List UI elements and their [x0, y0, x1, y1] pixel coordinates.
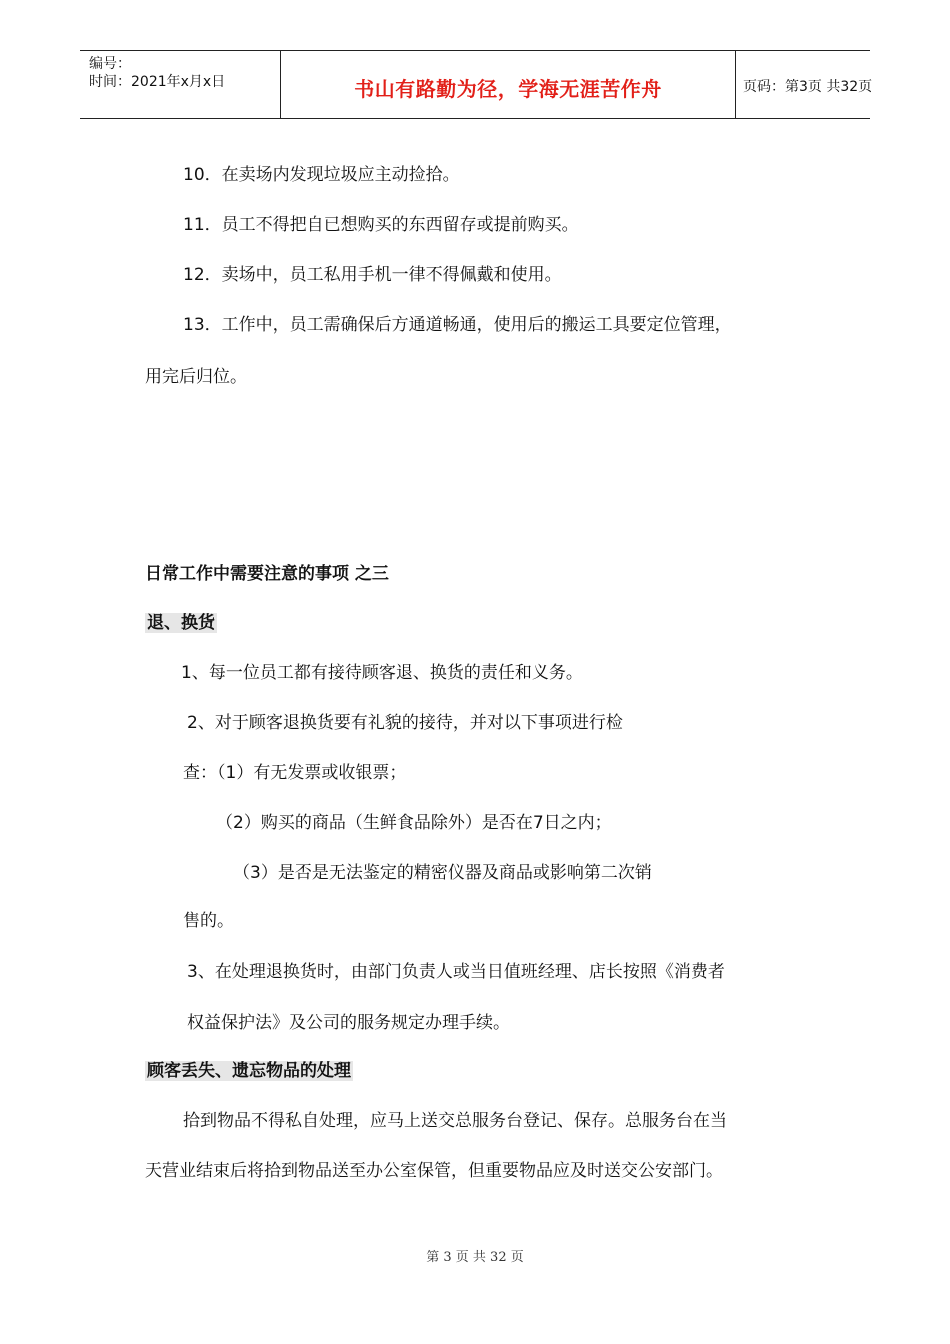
document-number-label: 编号：	[89, 56, 131, 72]
header-page-cell	[735, 51, 873, 118]
header-motto: 书山有路勤为径，学海无涯苦作舟	[354, 77, 662, 101]
header-motto-cell	[280, 51, 736, 118]
section-title: 日常工作中需要注意的事项 之三	[145, 564, 389, 584]
return-rule-2-check-1: 查：（1）有无发票或收银票；	[183, 763, 407, 783]
page-header	[80, 50, 873, 119]
lost-items-paragraph-continued: 天营业结束后将拾到物品送至办公室保管，但重要物品应及时送交公安部门。	[145, 1161, 723, 1181]
return-rule-3: 3、在处理退换货时，由部门负责人或当日值班经理、店长按照《消费者	[187, 962, 725, 982]
return-rule-1: 1、每一位员工都有接待顾客退、换货的责任和义务。	[181, 663, 583, 683]
lost-items-heading-text: 顾客丢失、遗忘物品的处理	[147, 1061, 351, 1081]
return-rule-2-check-3-continued: 售的。	[183, 911, 234, 931]
return-exchange-heading	[145, 612, 217, 634]
return-rule-2-check-3: （3）是否是无法鉴定的精密仪器及商品或影响第二次销	[233, 863, 652, 883]
rule-item-13-continued: 用完后归位。	[145, 367, 247, 387]
rule-item-12: 12．卖场中，员工私用手机一律不得佩戴和使用。	[183, 265, 562, 285]
lost-items-heading	[145, 1060, 353, 1082]
return-rule-2-check-2: （2）购买的商品（生鲜食品除外）是否在7日之内；	[216, 813, 612, 833]
rule-item-10: 10．在卖场内发现垃圾应主动捡拾。	[183, 165, 460, 185]
return-rule-2: 2、对于顾客退换货要有礼貌的接待，并对以下事项进行检	[187, 713, 623, 733]
header-meta	[80, 51, 280, 118]
rule-item-13: 13．工作中，员工需确保后方通道畅通，使用后的搬运工具要定位管理，	[183, 315, 732, 335]
page-footer: 第 3 页 共 32 页	[426, 1250, 524, 1265]
document-time-label: 时间：2021年x月x日	[89, 74, 226, 90]
lost-items-paragraph: 拾到物品不得私自处理，应马上送交总服务台登记、保存。总服务台在当	[183, 1111, 727, 1131]
return-rule-3-continued: 权益保护法》及公司的服务规定办理手续。	[187, 1013, 510, 1033]
rule-item-11: 11．员工不得把自已想购买的东西留存或提前购买。	[183, 215, 579, 235]
header-page-info: 页码：第3页 共32页	[743, 79, 873, 95]
return-exchange-heading-text: 退、换货	[147, 613, 215, 633]
